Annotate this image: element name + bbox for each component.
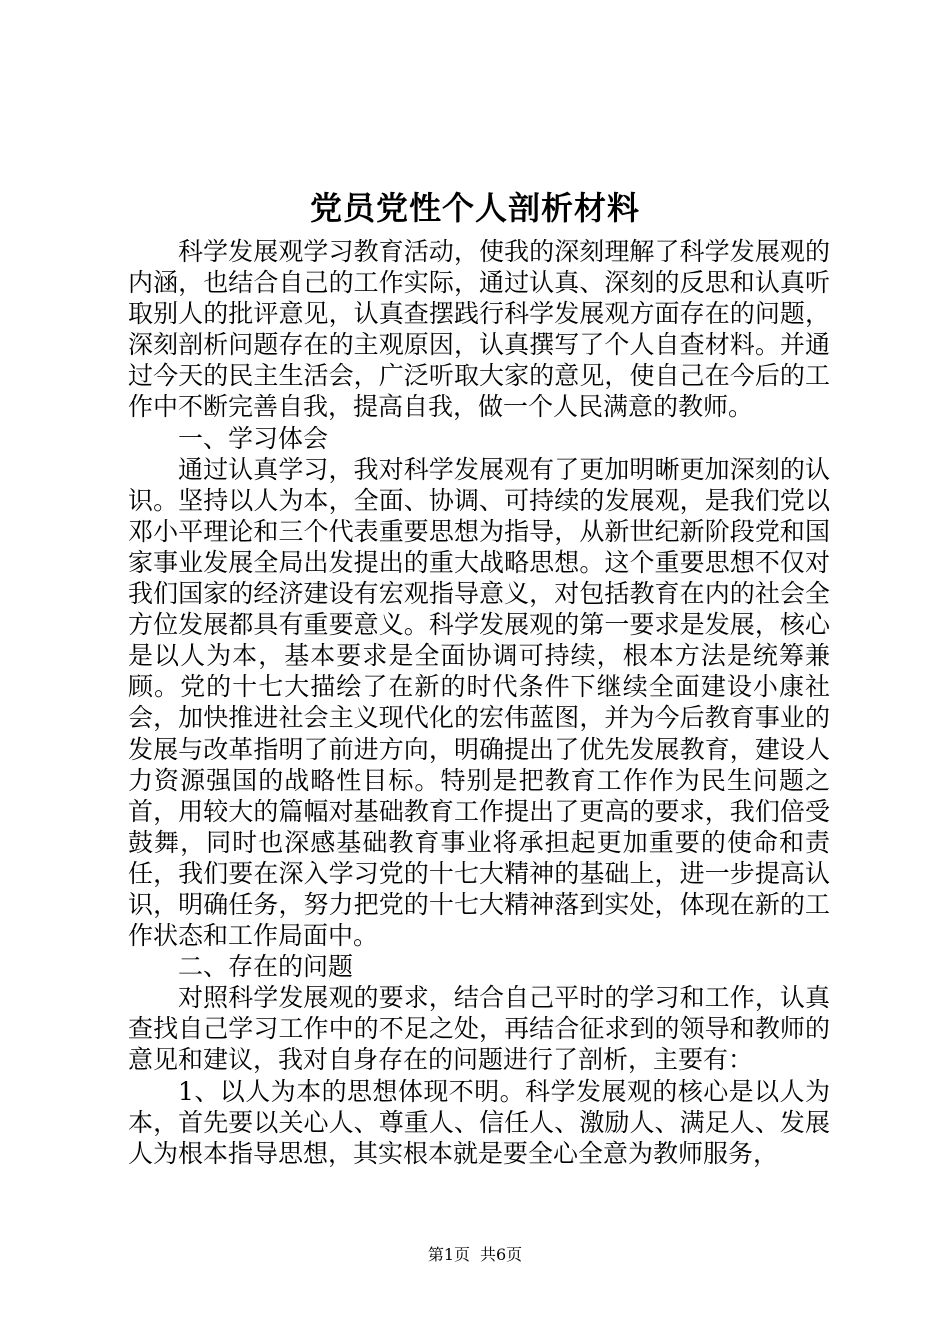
paragraph-problems-intro: 对照科学发展观的要求，结合自己平时的学习和工作，认真查找自己学习工作中的不足之处，再结合征求到的领导和教师的意见和建议，我对自身存在的问题进行了剖析，主要有： [128,983,830,1075]
section-heading-study: 一、学习体会 [178,423,329,453]
paragraph-study: 通过认真学习，我对科学发展观有了更加明晰更加深刻的认识。坚持以人为本，全面、协调、可持续的发展观，是我们党以邓小平理论和三个代表重要思想为指导，从新世纪新阶段党和国家事业发展全局出发提出的重大战略思想。这个重要思想不仅对我们国家的经济建设有宏观指导意义，对包括教育在内的社会全方位发展都具有重要意义。科学发展观的第一要求是发展，核心是以人为本，基本要求是全面协调可持续，根本方法是统筹兼顾。党的十七大描绘了在新的时代条件下继续全面建设小康社会，加快推进社会主义现代化的宏伟蓝图，并为今后教育事业的发展与改革指明了前进方向，明确提出了优先发展教育，建设人力资源强国的战略性目标。特别是把教育工作作为民生问题之首，用较大的篇幅对基础教育工作提出了更高的要求，我们倍受鼓舞，同时也深感基础教育事业将承担起更加重要的使命和责任，我们要在深入学习党的十七大精神的基础上，进一步提高认识，明确任务，努力把党的十七大精神落到实处，体现在新的工作状态和工作局面中。 [128,454,830,951]
section-heading-problems: 二、存在的问题 [178,952,354,982]
page-number: 第1页 [427,1245,470,1264]
paragraph-intro: 科学发展观学习教育活动，使我的深刻理解了科学发展观的内涵，也结合自己的工作实际，通过认真、深刻的反思和认真听取别人的批评意见，认真查摆践行科学发展观方面存在的问题，深刻剖析问题存在的主观原因，认真撰写了个人自查材料。并通过今天的民主生活会，广泛听取大家的意见，使自己在今后的工作中不断完善自我，提高自我，做一个人民满意的教师。 [128,237,830,422]
document-body [128,236,830,1169]
document-title: 党员党性个人剖析材料 [309,189,640,227]
page-total: 共6页 [480,1245,523,1264]
paragraph-problem-1: 1、以人为本的思想体现不明。科学发展观的核心是以人为本，首先要以关心人、尊重人、信任人、激励人、满足人、发展人为根本指导思想，其实根本就是要全心全意为教师服务， [128,1076,830,1168]
page-footer [0,1244,950,1266]
